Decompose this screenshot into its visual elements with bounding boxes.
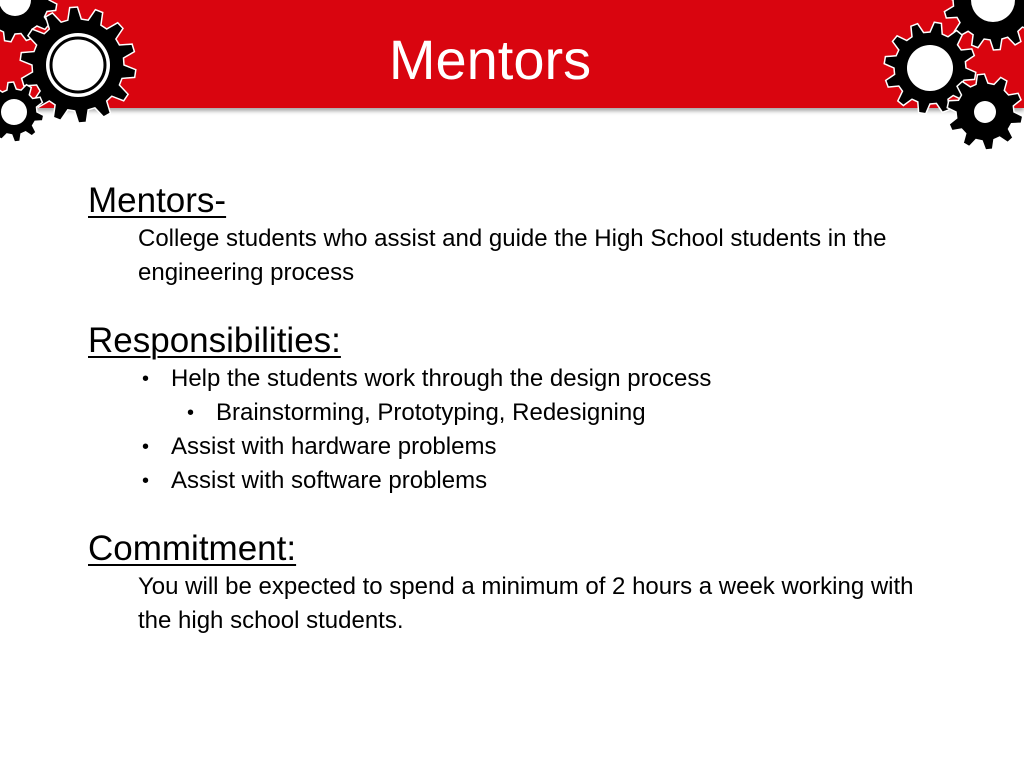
commitment-description: You will be expected to spend a minimum of 2 hours a week working with the high school students.: [138, 573, 914, 634]
mentors-heading: Mentors-: [88, 181, 227, 220]
commitment-heading: Commitment:: [88, 529, 297, 568]
responsibilities-heading: Responsibilities:: [88, 321, 341, 360]
title-banner: [0, 0, 1024, 108]
mentors-description: College students who assist and guide the High School students in the engineering process: [138, 225, 887, 286]
list-item: • Assist with hardware problems: [171, 430, 968, 464]
list-item: • Help the students work through the design process: [171, 362, 968, 396]
list-item: • Assist with software problems: [171, 464, 968, 498]
list-item: • Brainstorming, Prototyping, Redesigning: [216, 396, 968, 430]
slide-title: Mentors: [388, 28, 592, 91]
responsibilities-list: [88, 362, 968, 498]
slide-body: [88, 180, 968, 638]
